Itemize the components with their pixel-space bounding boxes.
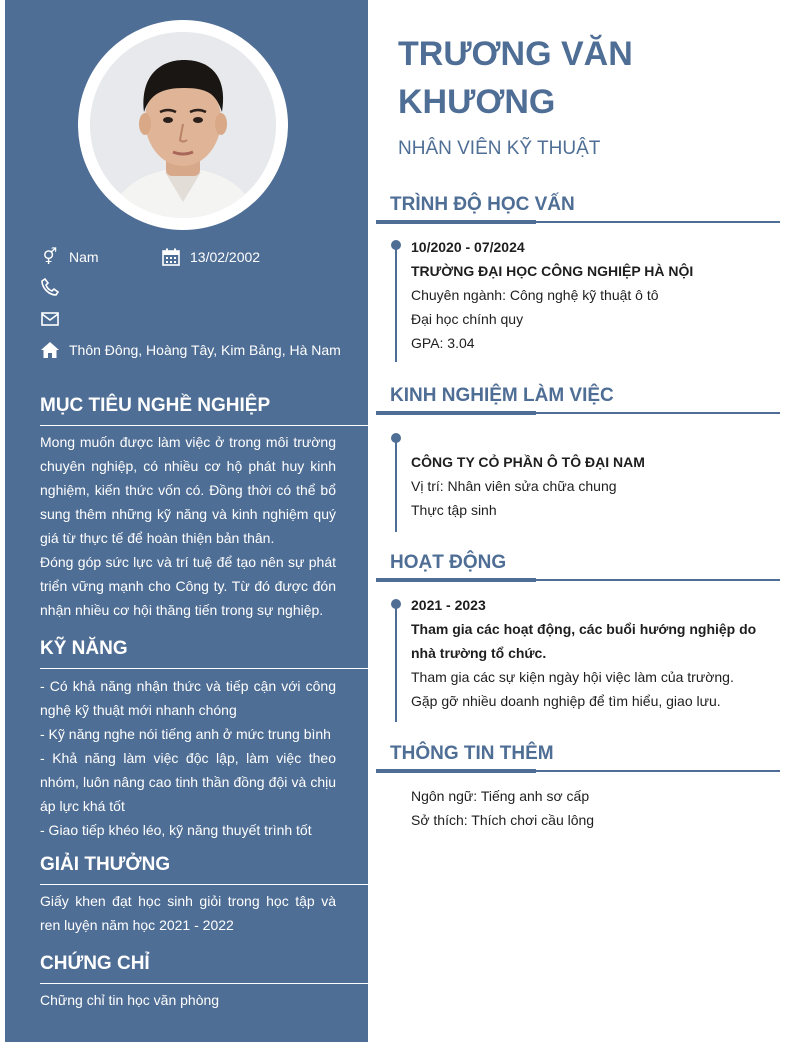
objective-heading: MỤC TIÊU NGHỀ NGHIỆP <box>40 395 368 426</box>
candidate-name: TRƯƠNG VĂN KHƯƠNG <box>398 35 633 121</box>
extra-hobby: Sở thích: Thích chơi cầu lông <box>411 812 595 828</box>
objective-paragraph: Đóng góp sức lực và trí tuệ để tạo nên sự phát triển vững mạnh cho Công ty. Từ đó được đón nhận nhiều cơ hội thăng tiến trong sự nghiệp. <box>40 554 336 618</box>
objective-text <box>40 430 336 622</box>
timeline-dot <box>391 240 401 250</box>
phone-row <box>39 277 69 297</box>
awards-heading: GIẢI THƯỞNG <box>40 854 368 885</box>
sidebar <box>5 0 368 1042</box>
activities-entry <box>411 593 771 713</box>
certificate-item: Chững chỉ tin học văn phòng <box>40 992 220 1008</box>
dob-row <box>160 247 260 267</box>
address-text: Thôn Đông, Hoàng Tây, Kim Bảng, Hà Nam <box>69 342 341 358</box>
address-row <box>39 340 341 360</box>
email-row <box>39 309 69 329</box>
activities-title: Tham gia các hoạt động, các buổi hướng nghiệp do nhà trường tổ chức. <box>411 621 757 661</box>
extra-divider <box>376 770 780 772</box>
avatar-portrait <box>90 32 276 218</box>
education-major: Chuyên ngành: Công nghệ kỹ thuật ô tô <box>411 287 659 303</box>
home-icon <box>39 340 61 360</box>
experience-position: Vị trí: Nhân viên sửa chữa chung <box>411 478 617 494</box>
experience-timeline <box>395 436 397 532</box>
gender-icon: ⚥ <box>42 249 58 266</box>
experience-divider <box>376 412 780 414</box>
skills-list <box>40 674 336 842</box>
job-title: NHÂN VIÊN KỸ THUẬT <box>398 138 601 159</box>
skill-item: - Giao tiếp khéo léo, kỹ năng thuyết trình tốt <box>40 822 312 838</box>
activities-detail: Gặp gỡ nhiều doanh nghiệp để tìm hiểu, giao lưu. <box>411 693 721 709</box>
education-divider <box>376 221 780 223</box>
gender-row <box>39 247 99 267</box>
award-item: Giấy khen đạt học sinh giỏi trong học tập và ren luyện năm học 2021 - 2022 <box>40 893 336 933</box>
skill-item: - Khả năng làm việc độc lập, làm việc theo nhóm, luôn nâng cao tinh thần đồng đội và chịu áp lực khá tốt <box>40 750 336 814</box>
email-icon <box>39 309 61 329</box>
timeline-dot <box>391 599 401 609</box>
skill-item: - Có khả năng nhận thức và tiếp cận với công nghệ kỹ thuật mới nhanh chóng <box>40 678 336 718</box>
education-entry <box>411 235 771 355</box>
avatar-frame <box>78 20 288 230</box>
extra-language: Ngôn ngữ: Tiếng anh sơ cấp <box>411 788 590 804</box>
avatar <box>90 32 276 218</box>
extra-entry <box>411 784 771 832</box>
education-heading: TRÌNH ĐỘ HỌC VẤN <box>390 194 575 215</box>
activities-heading: HOẠT ĐỘNG <box>390 552 507 573</box>
education-type: Đại học chính quy <box>411 311 524 327</box>
certificates-text <box>40 988 336 1012</box>
education-school: TRƯỜNG ĐẠI HỌC CÔNG NGHIỆP HÀ NỘI <box>411 263 694 279</box>
experience-company: CÔNG TY CỎ PHẦN Ô TÔ ĐẠI NAM <box>411 454 645 470</box>
education-gpa: GPA: 3.04 <box>411 335 475 351</box>
gender-text: Nam <box>69 249 99 265</box>
phone-icon <box>39 277 61 297</box>
activities-divider <box>376 579 780 581</box>
activities-period: 2021 - 2023 <box>411 597 486 613</box>
dob-text: 13/02/2002 <box>190 249 261 265</box>
experience-entry <box>411 450 771 522</box>
activities-timeline <box>395 602 397 722</box>
extra-heading: THÔNG TIN THÊM <box>390 743 554 764</box>
calendar-icon <box>160 247 182 267</box>
skill-item: - Kỹ năng nghe nói tiếng anh ở mức trung bình <box>40 726 331 742</box>
activities-detail: Tham gia các sự kiện ngày hội việc làm của trường. <box>411 669 734 685</box>
education-timeline <box>395 242 397 362</box>
awards-text <box>40 889 336 937</box>
education-period: 10/2020 - 07/2024 <box>411 239 525 255</box>
certificates-heading: CHỨNG CHỈ <box>40 953 368 984</box>
timeline-dot <box>391 433 401 443</box>
objective-paragraph: Mong muốn được làm việc ở trong môi trường chuyên nghiệp, có nhiều cơ hộ phát huy kinh nghiệm, kiến thức vốn có. Đồng thời có thể bổ sung thêm những kỹ năng và kinh nghiệm quý giá từ thực tế để hoàn thiện bản thân. <box>40 434 336 546</box>
experience-role: Thực tập sinh <box>411 502 497 518</box>
skills-heading: KỸ NĂNG <box>40 638 368 669</box>
experience-heading: KINH NGHIỆM LÀM VIỆC <box>390 385 614 406</box>
